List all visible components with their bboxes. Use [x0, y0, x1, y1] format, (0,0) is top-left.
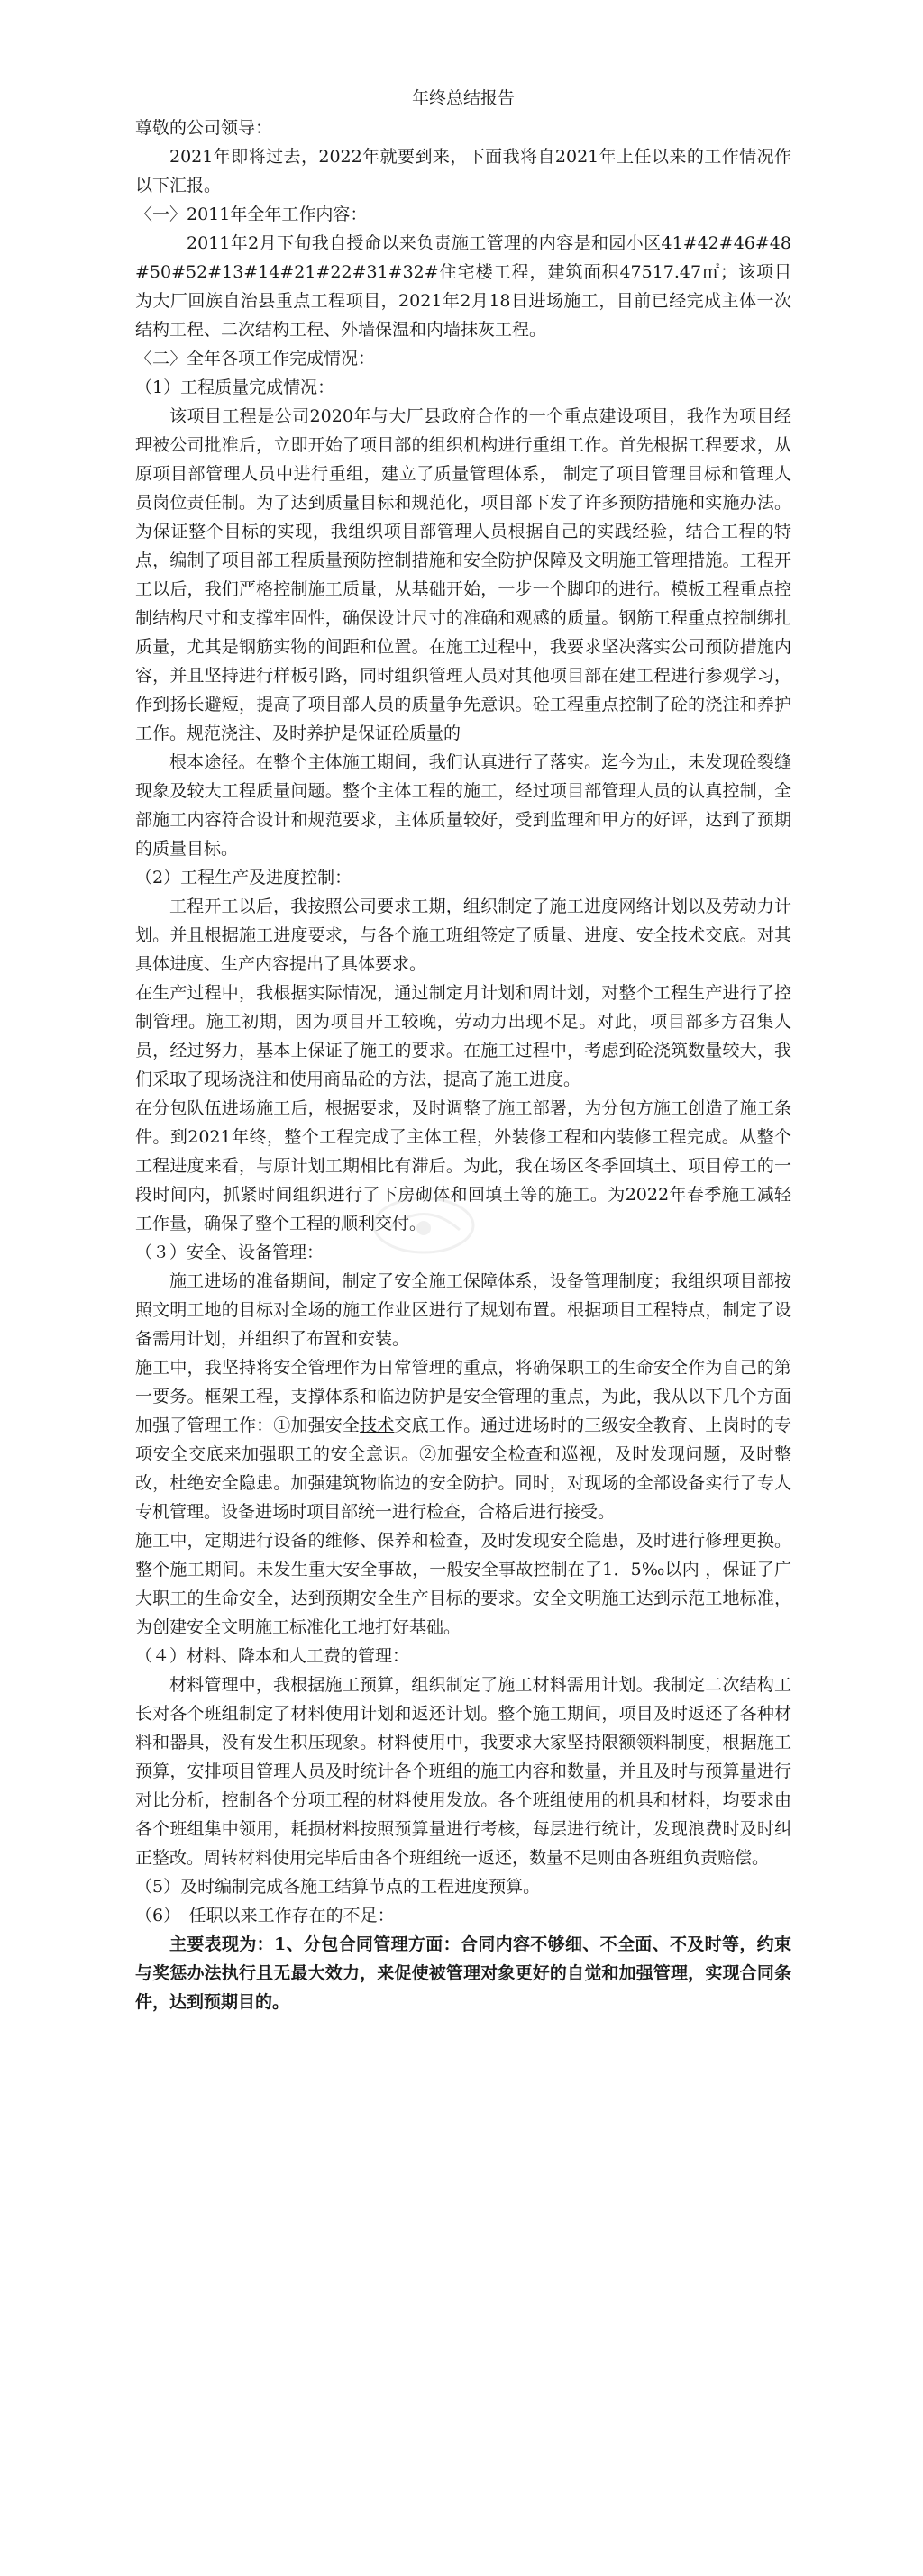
sub3-body-c: 施工中，定期进行设备的维修、保养和检查，及时发现安全隐患，及时进行修理更换。整个施工期间。未发生重大安全事故，一般安全事故控制在了1．5‰以内 ，保证了广大职工的生命安全，达到预期安全生产目标的要求。安全文明施工达到示范工地标准，为创建安全文明施工标准化工地打好基础。 [135, 1531, 791, 1637]
sub3-heading: （３）安全、设备管理： [135, 1242, 324, 1262]
sub4-body: 材料管理中，我根据施工预算，组织制定了施工材料需用计划。我制定二次结构工长对各个班组制定了材料使用计划和返还计划。整个施工期间，项目及时返还了各种材料和器具，没有发生积压现象。材料使用中，我要求大家坚持限额领料制度，根据施工预算，安排项目管理人员及时统计各个班组的施工内容和数量，并且及时与预算量进行对比分析，控制各个分项工程的材料使用发放。各个班组使用的机具和材料，均要求由各个班组集中领用，耗损材料按照预算量进行考核，每层进行统计，发现浪费时及时纠正整改。周转材料使用完毕后由各个班组统一返还，数量不足则由各班组负责赔偿。 [135, 1675, 791, 1868]
underlined-term: 技术 [360, 1415, 395, 1435]
section2-heading: 〈二〉全年各项工作完成情况： [135, 349, 376, 369]
sub1-body-a: 该项目工程是公司2020年与大厂县政府合作的一个重点建设项目，我作为项目经理被公司批准后，立即开始了项目部的组织机构进行重组工作。首先根据工程要求，从原项目部管理人员中进行重组，建立了质量管理体系， 制定了项目管理目标和管理人员岗位责任制。为了达到质量目标和规范化，项目部下发了许多预防措施和实施办法。为保证整个目标的实现，我组织项目部管理人员根据自己的实践经验，结合工程的特点，编制了项目部工程质量预防控制措施和安全防护保障及文明施工管理措施。工程开工以后，我们严格控制施工质量，从基础开始，一步一个脚印的进行。模板工程重点控制结构尺寸和支撑牢固性，确保设计尺寸的准确和观感的质量。钢筋工程重点控制绑扎质量，尤其是钢筋实物的间距和位置。在施工过程中，我要求坚决落实公司预防措施内容，并且坚持进行样板引路，同时组织管理人员对其他项目部在建工程进行参观学习，作到扬长避短，提高了项目部人员的质量争先意识。砼工程重点控制了砼的浇注和养护工作。规范浇注、及时养护是保证砼质量的 [135, 406, 791, 743]
sub3-body-b-part2: 交底工作。通过进场时的三级安全教育、上岗时的专项安全交底来加强职工的安全意识。②加强安全检查和巡视，及时发现问题，及时整改，杜绝安全隐患。加强建筑物临边的安全防护。同时，对现场的全部设备实行了专人专机管理。设备进场时项目部统一进行检查，合格后进行接受。 [135, 1415, 791, 1522]
document-page [135, 86, 791, 2016]
sub4-heading: （４）材料、降本和人工费的管理： [135, 1646, 410, 1666]
sub2-body-a: 工程开工以后，我按照公司要求工期，组织制定了施工进度网络计划以及劳动力计划。并且根据施工进度要求，与各个施工班组签定了质量、进度、安全技术交底。对其具体进度、生产内容提出了具体要求。 [135, 897, 791, 974]
section1-heading: 〈一〉2011年全年工作内容： [135, 205, 368, 224]
sub3-body-b-part1: 施工中，我坚持将安全管理作为日常管理的重点，将确保职工的生命安全作为自己的第一要务。框架工程，支撑体系和临边防护是安全管理的重点，为此，我从以下几个方面加强了管理工作：①加强安全 [135, 1358, 791, 1435]
sub2-body-b: 在生产过程中，我根据实际情况，通过制定月计划和周计划，对整个工程生产进行了控制管理。施工初期，因为项目开工较晚，劳动力出现不足。对此，项目部多方召集人员，经过努力，基本上保证了施工的要求。在施工过程中，考虑到砼浇筑数量较大，我们采取了现场浇注和使用商品砼的方法，提高了施工进度。 [135, 983, 791, 1089]
section1-body: 2011年2月下旬我自授命以来负责施工管理的内容是和园小区41#42#46#48#50#52#13#14#21#22#31#32#住宅楼工程，建筑面积47517.47㎡；该项目为大厂回族自治县重点工程项目，2021年2月18日进场施工，目前已经完成主体一次结构工程、二次结构工程、外墙保温和内墙抹灰工程。 [135, 233, 791, 340]
sub6-heading: （6） 任职以来工作存在的不足： [135, 1906, 395, 1925]
sub3-body-a: 施工进场的准备期间，制定了安全施工保障体系，设备管理制度；我组织项目部按照文明工地的目标对全场的施工作业区进行了规划布置。根据项目工程特点，制定了设备需用计划，并组织了布置和安装。 [135, 1271, 791, 1349]
sub5-item: （5）及时编制完成各施工结算节点的工程进度预算。 [135, 1877, 541, 1897]
sub2-body-c: 在分包队伍进场施工后，根据要求，及时调整了施工部署，为分包方施工创造了施工条件。到2021年终，整个工程完成了主体工程，外装修工程和内装修工程完成。从整个工程进度来看，与原计划工期相比有滞后。为此，我在场区冬季回填土、项目停工的一段时间内，抓紧时间组织进行了下房砌体和回填土等的施工。为2022年春季施工减轻工作量，确保了整个工程的顺利交付。 [135, 1098, 791, 1233]
intro-paragraph: 2021年即将过去，2022年就要到来，下面我将自2021年上任以来的工作情况作以下汇报。 [135, 147, 791, 196]
salutation: 尊敬的公司领导： [135, 118, 273, 138]
sub1-heading: （1）工程质量完成情况： [135, 378, 335, 397]
sub2-heading: （2）工程生产及进度控制： [135, 868, 352, 887]
sub6-body: 主要表现为：1、分包合同管理方面：合同内容不够细、不全面、不及时等，约束与奖惩办法执行且无最大效力，来促使被管理对象更好的自觉和加强管理，实现合同条件，达到预期目的。 [135, 1934, 791, 2012]
sub1-body-b: 根本途径。在整个主体施工期间，我们认真进行了落实。迄今为止，未发现砼裂缝现象及较大工程质量问题。整个主体工程的施工，经过项目部管理人员的认真控制，全部施工内容符合设计和规范要求，主体质量较好，受到监理和甲方的好评，达到了预期的质量目标。 [135, 752, 791, 859]
document-title: 年终总结报告 [411, 88, 515, 108]
sub3-body-b [135, 1353, 791, 1526]
